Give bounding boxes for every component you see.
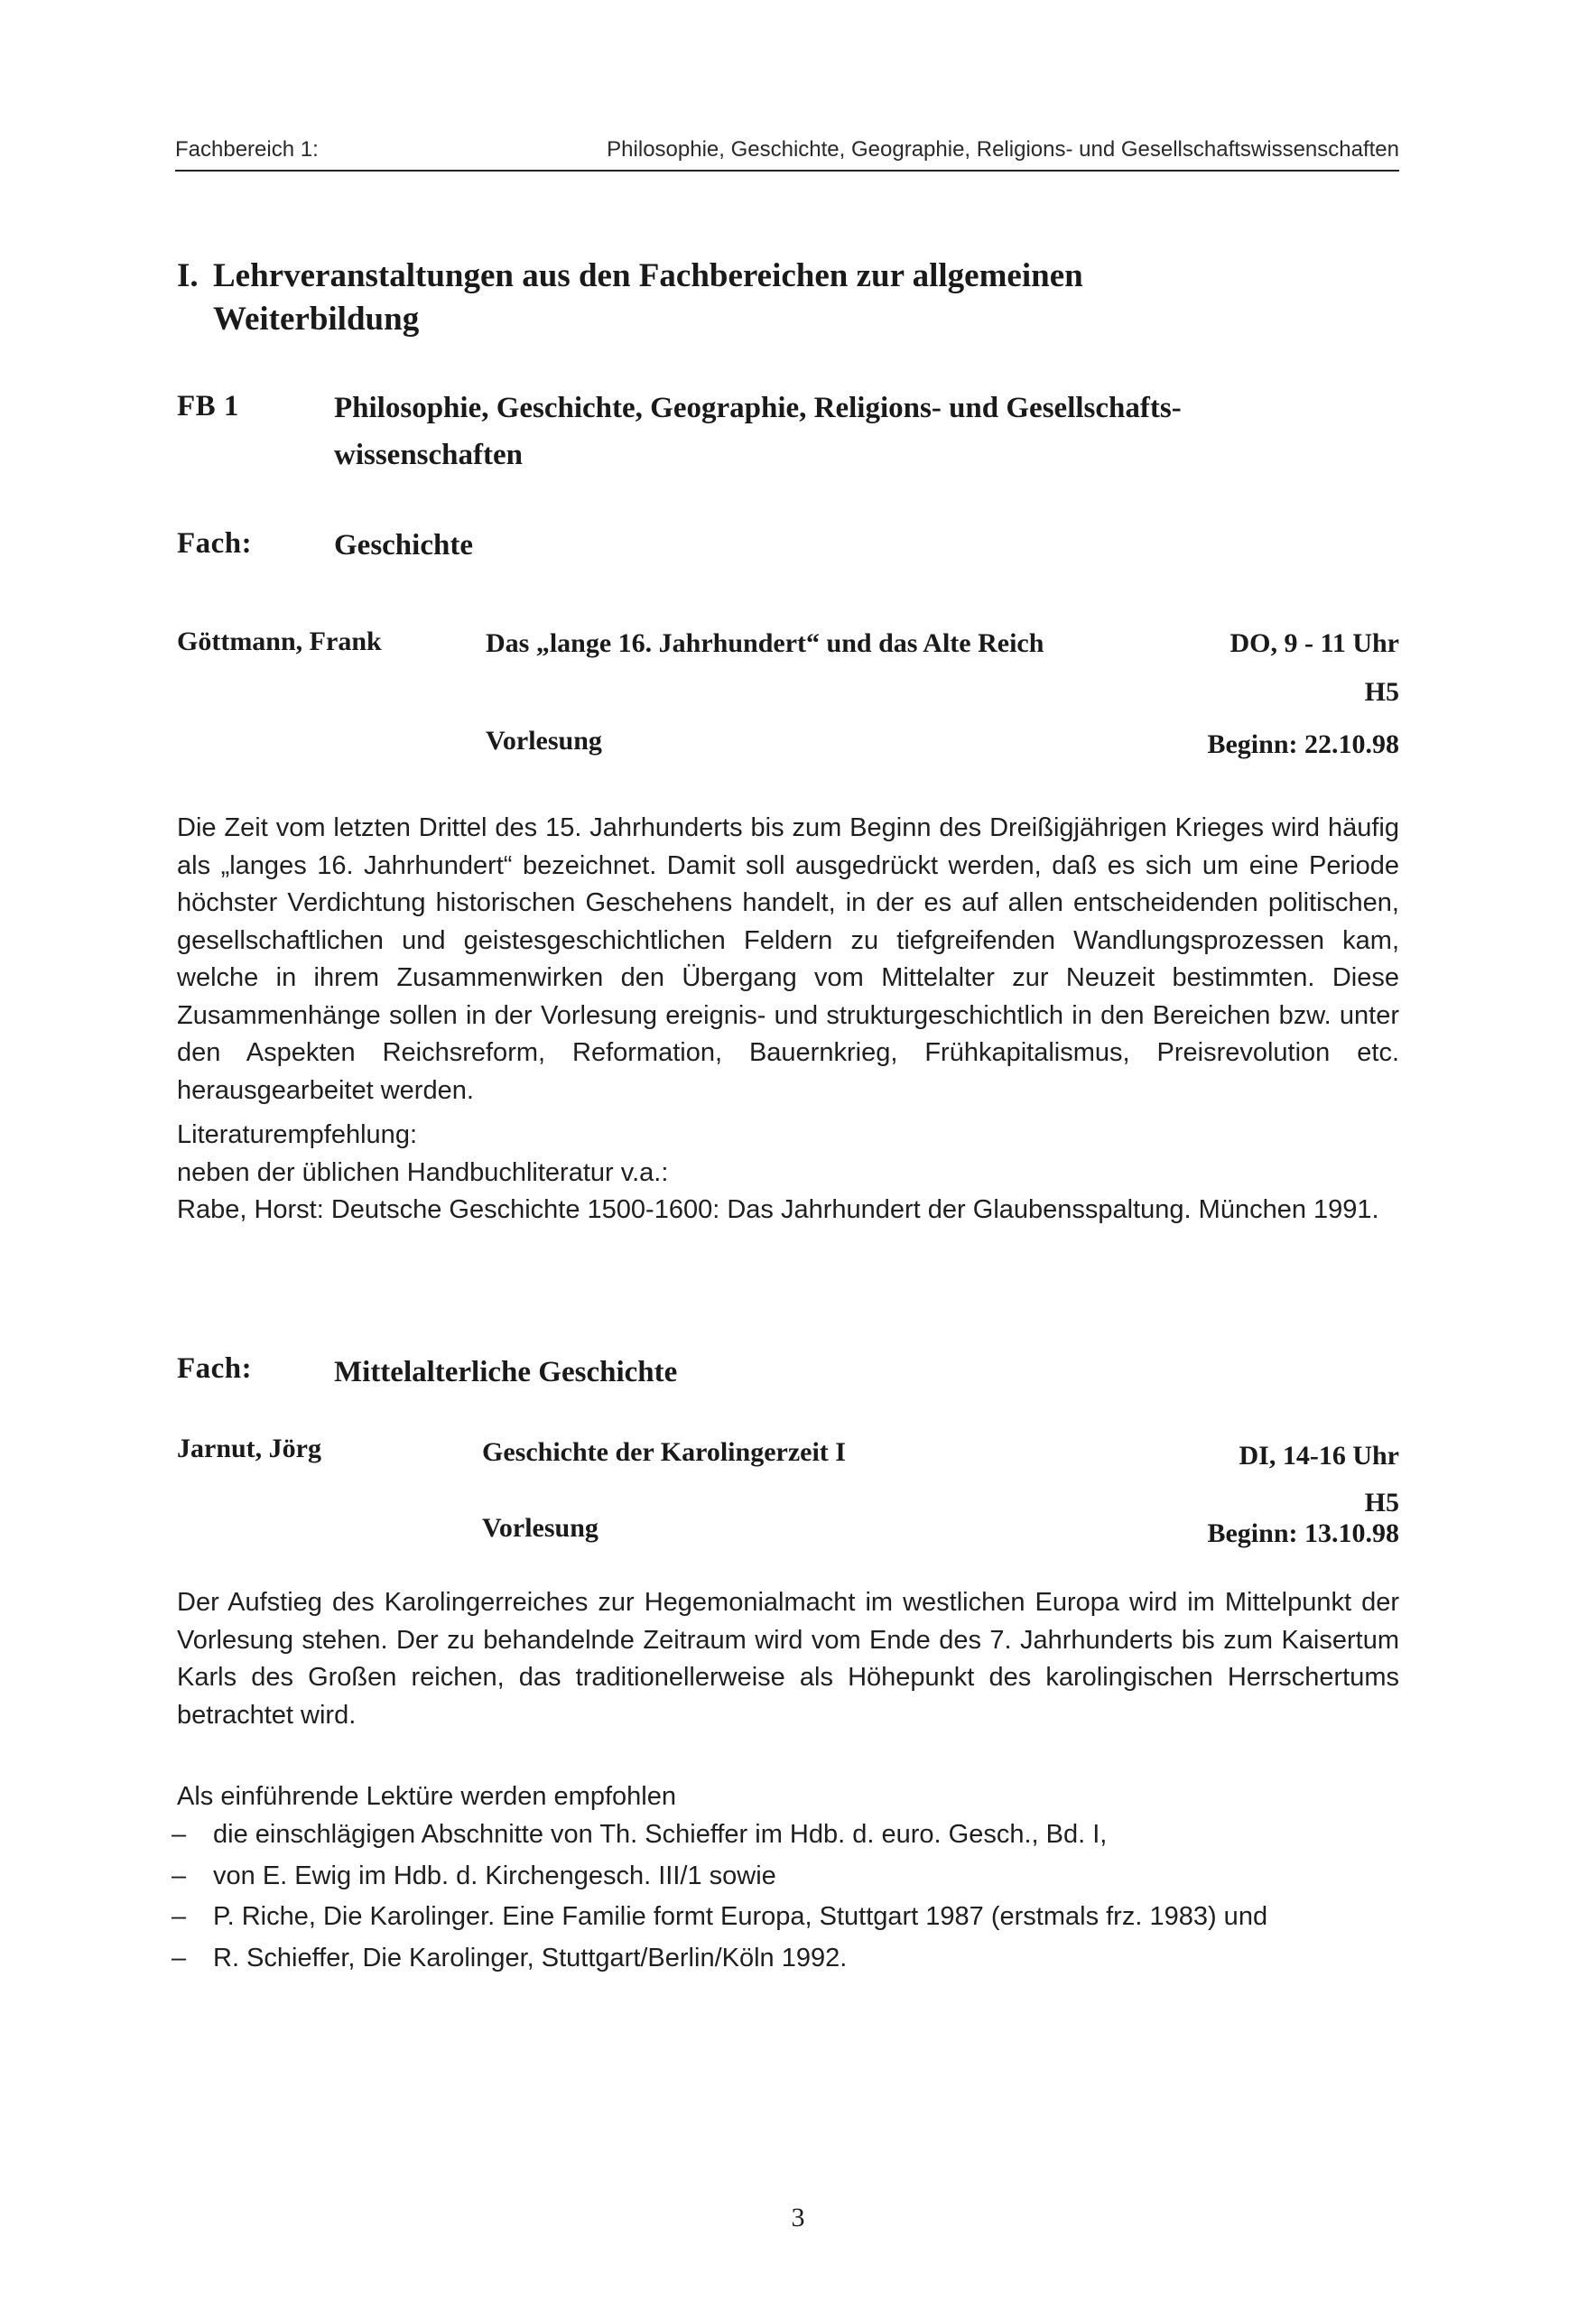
- section-title: [177, 255, 1260, 341]
- course2-lecturer: Jarnut, Jörg: [177, 1434, 321, 1463]
- header-subjects: Philosophie, Geschichte, Geographie, Religions- und Gesellschaftswissenschaften: [607, 137, 1399, 162]
- fach2-label: Fach:: [177, 1352, 253, 1385]
- course1-start: Beginn: 22.10.98: [1207, 729, 1399, 759]
- reading-list-item: – P. Riche, Die Karolinger. Eine Familie formt Europa, Stuttgart 1987 (erstmals frz. 1983) und: [172, 1898, 1399, 1936]
- reading-list-item: – von E. Ewig im Hdb. d. Kirchengesch. III/1 sowie: [172, 1858, 1399, 1896]
- fach1-name: Geschichte: [334, 529, 473, 562]
- course2-description: [177, 1584, 1399, 1734]
- reading-list-item: – die einschlägigen Abschnitte von Th. Schieffer im Hdb. d. euro. Gesch., Bd. I,: [172, 1816, 1399, 1854]
- course1-type: Vorlesung: [486, 726, 602, 756]
- course2-type: Vorlesung: [482, 1513, 598, 1543]
- literature-reference: Rabe, Horst: Deutsche Geschichte 1500-1600: Das Jahrhundert der Glaubensspaltung. München 1991.: [177, 1195, 1379, 1224]
- page-number: 3: [791, 2203, 805, 2232]
- course1-title: Das „lange 16. Jahrhundert“ und das Alte Reich: [486, 628, 1044, 658]
- course1-description-text: Die Zeit vom letzten Drittel des 15. Jahrhunderts bis zum Beginn des Dreißigjährigen Krieges wird häufig als „langes 16. Jahrhundert“ bezeichnet. Damit soll ausgedrückt werden, daß es sich um eine Periode höchster Verdichtung historischen Geschehens handelt, in der es auf allen entscheidenden politischen, gesellschaftlichen und geistesgeschichtlichen Feldern zu tiefgreifenden Wandlungsprozessen kam, welche in ihrem Zusammenwirken den Übergang vom Mittelalter zur Neuzeit bestimmten. Diese Zusammenhänge sollen in der Vorlesung ereignis- und strukturgeschichtlich in den Bereichen bzw. unter den Aspekten Reichsreform, Reformation, Bauernkrieg, Frühkapitalismus, Preisrevolution etc. herausgearbeitet werden.: [177, 813, 1399, 1105]
- page-header: [175, 134, 1399, 172]
- course2-start: Beginn: 13.10.98: [1207, 1518, 1399, 1548]
- course2-room: H5: [1364, 1488, 1399, 1518]
- course1-description: [177, 810, 1399, 1109]
- section-title-line2: Weiterbildung: [213, 301, 420, 338]
- fach2-name: Mittelalterliche Geschichte: [334, 1356, 678, 1388]
- fb-name-line2: wissenschaften: [334, 439, 524, 471]
- fb-name: [334, 385, 1417, 478]
- course2-title: Geschichte der Karolingerzeit I: [482, 1437, 846, 1467]
- reading-intro: [177, 1778, 1399, 1816]
- course1-time: DO, 9 - 11 Uhr: [1229, 628, 1399, 658]
- fb-label: FB 1: [177, 390, 239, 422]
- course1-lecturer: Göttmann, Frank: [177, 627, 382, 656]
- section-title-line1: Lehrveranstaltungen aus den Fachbereichen zur allgemeinen: [213, 257, 1083, 294]
- reading-intro-text: Als einführende Lektüre werden empfohlen: [177, 1782, 676, 1811]
- reading-list-item: – R. Schieffer, Die Karolinger, Stuttgart/Berlin/Köln 1992.: [172, 1940, 1399, 1978]
- header-department: Fachbereich 1:: [175, 137, 319, 162]
- literature-intro: neben der üblichen Handbuchliteratur v.a.:: [177, 1157, 669, 1187]
- section-number: I.: [177, 257, 199, 294]
- reading-list: [172, 1816, 1399, 1981]
- course1-literature: [177, 1117, 1399, 1230]
- fach1-label: Fach:: [177, 527, 253, 560]
- literature-heading: Literaturempfehlung:: [177, 1120, 417, 1149]
- course1-room: H5: [1364, 677, 1399, 707]
- course2-time: DI, 14-16 Uhr: [1239, 1441, 1399, 1471]
- course2-description-text: Der Aufstieg des Karolingerreiches zur Hegemonialmacht im westlichen Europa wird im Mittelpunkt der Vorlesung stehen. Der zu behandelnde Zeitraum wird vom Ende des 7. Jahrhunderts bis zum Kaisertum Karls des Großen reichen, das traditionellerweise als Höhepunkt des karolingischen Herrschertums betrachtet wird.: [177, 1588, 1399, 1730]
- fb-name-line1: Philosophie, Geschichte, Geographie, Religions- und Gesellschafts-: [334, 392, 1182, 424]
